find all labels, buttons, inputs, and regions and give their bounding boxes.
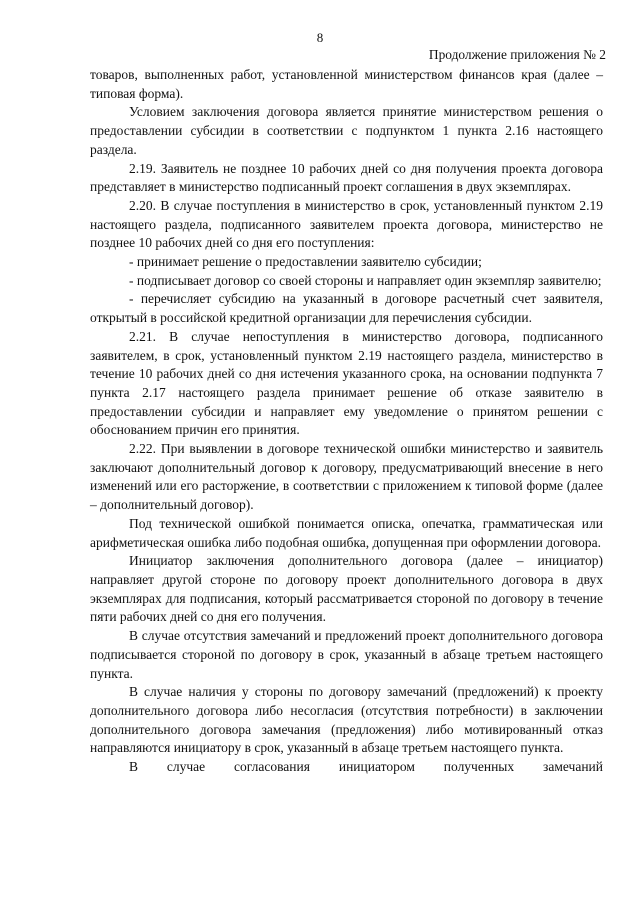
paragraph-2-19: 2.19. Заявитель не позднее 10 рабочих дней со дня получения проекта договора представляет в министерство подписанный проект соглашения в двух экземплярах. [90,160,603,195]
document-body [90,66,603,777]
paragraph-initiator: Инициатор заключения дополнительного договора (далее – инициатор) направляет другой стороне по договору проект дополнительного договора в двух экземплярах для подписания, который рассматривается стороной по договору в течение пяти рабочих дней со дня его получения. [90,553,603,625]
paragraph-2: Условием заключения договора является принятие министерством решения о предоставлении субсидии в соответствии с подпунктом 1 пункта 2.16 настоящего раздела. [90,104,603,157]
list-item-transfer: - перечисляет субсидию на указанный в договоре расчетный счет заявителя, открытый в российской кредитной организации для перечисления субсидии. [90,291,603,326]
list-item-sign: - подписывает договор со своей стороны и направляет один экземпляр заявителю; [129,272,602,288]
paragraph-2-21: 2.21. В случае непоступления в министерство договора, подписанного заявителем, в срок, установленный пунктом 2.19 настоящего раздела, министерство в течение 10 рабочих дней со дня истечения указанного срока, на основании подпункта 7 пункта 2.17 настоящего раздела принимает решение об отказе заявителю в предоставлении субсидии и направляет ему уведомление о принятом решении с обоснованием причин его принятия. [90,328,603,438]
paragraph-2-20: 2.20. В случае поступления в министерство в срок, установленный пунктом 2.19 настоящего раздела, подписанного заявителем проекта договора, министерство не позднее 10 рабочих дней со дня его поступления: [90,197,603,251]
paragraph-no-remarks: В случае отсутствия замечаний и предложений проект дополнительного договора подписывается стороной по договору в срок, указанный в абзаце третьем настоящего пункта. [90,628,603,681]
paragraph-2-22: 2.22. При выявлении в договоре технической ошибки министерство и заявитель заключают дополнительный договор к договору, предусматривающий внесение в него изменений или его расторжение, в соответствии с приложением к типовой форме (далее – дополнительный договор). [90,441,603,513]
paragraph-1: товаров, выполненных работ, установленной министерством финансов края (далее – типовая форма). [90,67,603,101]
appendix-continuation-label: Продолжение приложения № 2 [428,47,606,62]
paragraph-agreement: В случае согласования инициатором полученных замечаний [129,759,603,775]
paragraph-technical-error: Под технической ошибкой понимается описка, опечатка, грамматическая или арифметическая ошибка либо подобная ошибка, допущенная при оформлении договора. [90,515,603,550]
page-number: 8 [316,30,324,45]
list-item-decision: - принимает решение о предоставлении заявителю субсидии; [129,254,482,270]
paragraph-remarks: В случае наличия у стороны по договору замечаний (предложений) к проекту дополнительного договора либо несогласия (отсутствия потребности) в заключении дополнительного договора замечания (предложения) либо мотивированный отказ направляются инициатору в срок, указанный в абзаце третьем настоящего пункта. [90,684,603,756]
